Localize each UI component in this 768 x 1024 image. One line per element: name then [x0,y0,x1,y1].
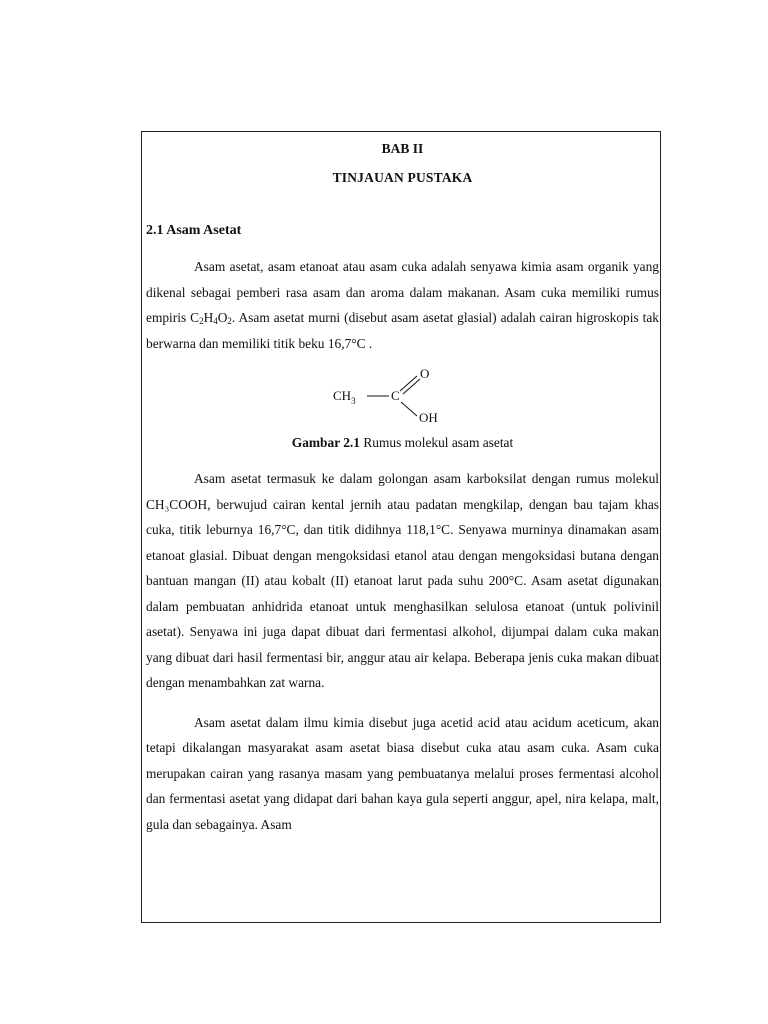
chapter-title: TINJAUAN PUSTAKA [332,170,473,185]
page-content [146,138,659,837]
figure-caption-number: Gambar 2.1 [291,435,360,450]
formula-o: O [217,310,228,325]
acetic-acid-structure-diagram [323,366,483,430]
formula-h: H [203,310,214,325]
carbon-label: C [390,388,400,403]
chapter-number: BAB II [381,141,424,156]
figure-caption [146,434,659,452]
acetic-acid-structure-figure [146,366,659,430]
hydroxyl-label: OH [418,410,438,425]
paragraph-1 [146,254,659,356]
formula-h-count: 4 [213,316,218,326]
paragraph-2: Asam asetat termasuk ke dalam golongan asam karboksilat dengan rumus molekul CH₃COOH, berwujud cairan kental jernih atau padatan mengkilap, dengan bau tajam khas cuka, titik leburnya 16,7°C, dan titik didihnya 118,1°C. Senyawa murninya dinamakan asam etanoat glasial. Dibuat dengan mengoksidasi etanol atau dengan mengoksidasi butana dengan bantuan mangan (II) atau kobalt (II) etanoat larut pada suhu 200°C. Asam asetat digunakan dalam pembuatan anhidrida etanoat untuk menghasilkan selulosa etanoat (untuk polivinil asetat). Senyawa ini juga dapat dibuat dari fermentasi alkohol, dijumpai dalam cuka makan yang dibuat dari hasil fermentasi bir, anggur atau air kelapa. Beberapa jenis cuka makan dibuat dengan menambahkan zat warna. [146,471,659,690]
paragraph-1-text-a: Asam asetat, asam etanoat atau asam cuka adalah senyawa kimia asam organik yang dikenal sebagai pemberi rasa asam dan aroma dalam makanan. Asam cuka memiliki rumus empiris [146,259,659,325]
page-border [141,131,661,923]
formula-o-count: 2 [227,316,232,326]
section-heading: 2.1 Asam Asetat [146,223,242,238]
paragraph-1-text-b: . Asam asetat murni (disebut asam asetat glasial) adalah cairan higroskopis tak berwarna dan memiliki titik beku 16,7°C . [146,310,659,351]
formula-c-count: 2 [199,316,204,326]
paragraph-3: Asam asetat dalam ilmu kimia disebut juga acetid acid atau acidum aceticum, akan tetapi dikalangan masyarakat asam asetat biasa disebut cuka atau asam cuka. Asam cuka merupakan cairan yang rasanya masam yang pembuatanya melalui proses fermentasi alcohol dan fermentasi asetat yang didapat dari bahan kaya gula seperti anggur, apel, nira kelapa, malt, gula dan sebagainya. Asam [146,714,659,832]
bond-c-oh [401,402,417,416]
empirical-formula [190,310,232,325]
ch3-label: $CH_3$ [332,388,356,406]
formula-c: C [190,310,200,325]
figure-caption-text: Rumus molekul asam asetat [359,435,514,450]
oxygen-label: O [419,366,429,381]
